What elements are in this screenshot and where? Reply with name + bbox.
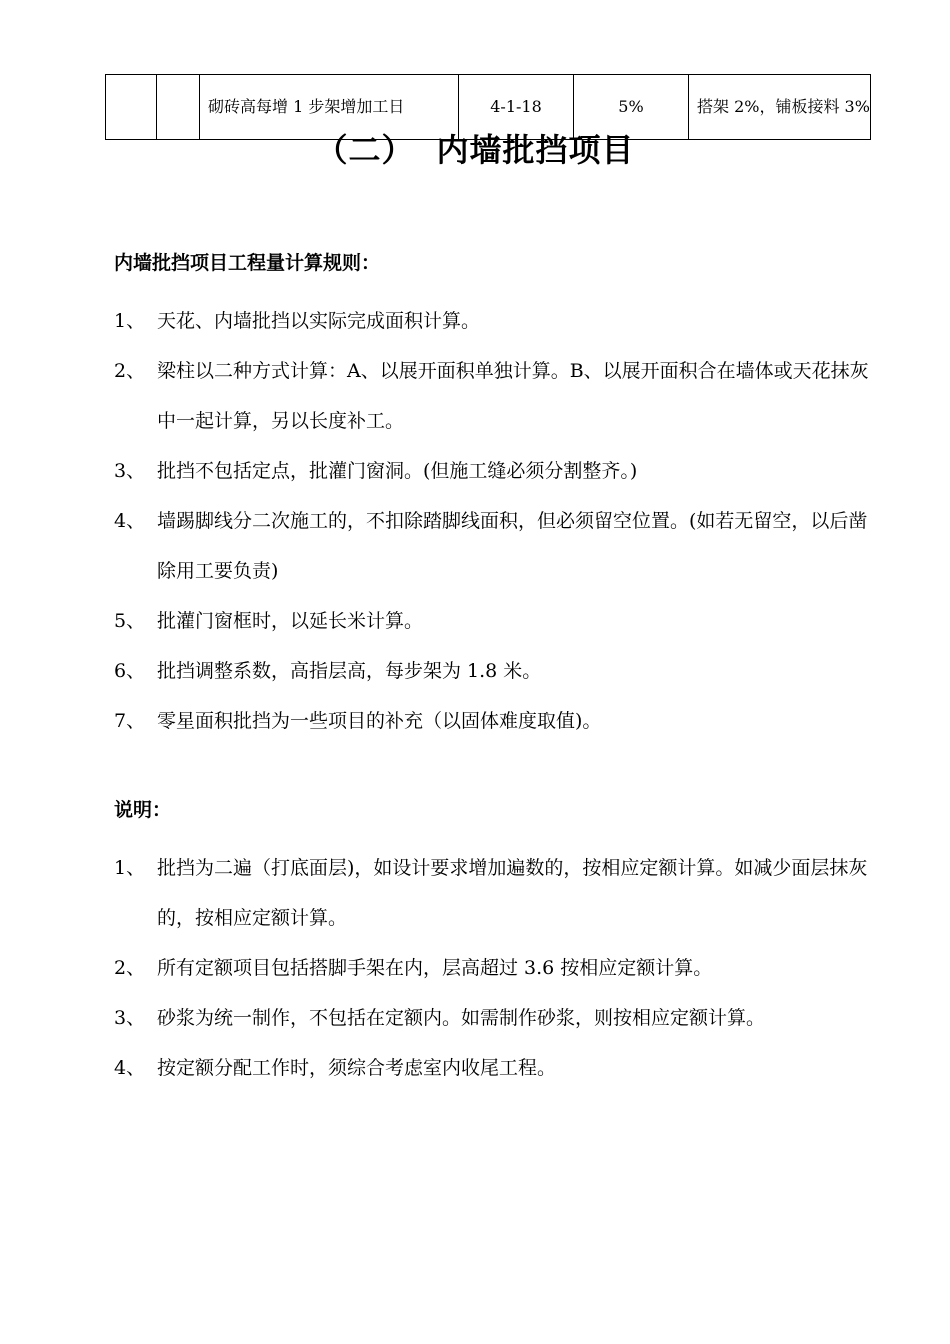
section-number: （二） [315, 131, 415, 169]
table-cell-rate: 5% [574, 75, 689, 140]
list-text: 按定额分配工作时，须综合考虑室内收尾工程。 [157, 1057, 557, 1079]
list-item [114, 446, 874, 496]
rules-heading: 内墙批挡项目工程量计算规则： [114, 252, 381, 274]
list-item [114, 1043, 874, 1093]
list-index: 4、 [114, 1057, 146, 1079]
list-text: 所有定额项目包括搭脚手架在内，层高超过 3.6 按相应定额计算。 [157, 957, 713, 979]
list-item [114, 943, 874, 993]
list-text: 天花、内墙批挡以实际完成面积计算。 [157, 310, 481, 332]
list-text: 批挡不包括定点，批灌门窗洞。(但施工缝必须分割整齐。) [157, 460, 638, 482]
list-index: 2、 [114, 957, 146, 979]
list-item [114, 596, 874, 646]
list-index: 3、 [114, 460, 146, 482]
list-index: 6、 [114, 660, 146, 682]
list-text: 零星面积批挡为一些项目的补充（以固体难度取值)。 [157, 710, 602, 732]
list-item [114, 346, 874, 446]
list-text: 批挡调整系数，高指层高，每步架为 1.8 米。 [157, 660, 542, 682]
list-text: 墙踢脚线分二次施工的，不扣除踏脚线面积，但必须留空位置。(如若无留空，以后凿除用工要负责) [157, 510, 868, 582]
list-item [114, 696, 874, 746]
table-cell-quota-code: 4-1-18 [459, 75, 574, 140]
list-index: 1、 [114, 310, 146, 332]
list-index: 1、 [114, 857, 146, 879]
list-index: 3、 [114, 1007, 146, 1029]
list-text: 批挡为二遍（打底面层)，如设计要求增加遍数的，按相应定额计算。如减少面层抹灰的，按相应定额计算。 [157, 857, 868, 929]
rules-list [114, 296, 874, 746]
list-text: 梁柱以二种方式计算：A、以展开面积单独计算。B、以展开面积合在墙体或天花抹灰中一起计算，另以长度补工。 [157, 360, 869, 432]
list-index: 7、 [114, 710, 146, 732]
notes-heading: 说明： [114, 799, 172, 821]
list-item [114, 993, 874, 1043]
notes-list [114, 843, 874, 1093]
list-text: 砂浆为统一制作，不包括在定额内。如需制作砂浆，则按相应定额计算。 [157, 1007, 766, 1029]
list-index: 2、 [114, 360, 146, 382]
section-title-text: 内墙批挡项目 [436, 131, 635, 169]
section-title [0, 128, 950, 172]
table-cell-item-name: 砌砖高每增 1 步架增加工日 [200, 75, 459, 140]
table-cell-note: 搭架 2%，铺板接料 3% [689, 75, 871, 140]
list-item [114, 843, 874, 943]
list-index: 5、 [114, 610, 146, 632]
list-index: 4、 [114, 510, 146, 532]
list-item [114, 296, 874, 346]
list-text: 批灌门窗框时，以延长米计算。 [157, 610, 424, 632]
list-item [114, 646, 874, 696]
list-item [114, 496, 874, 596]
